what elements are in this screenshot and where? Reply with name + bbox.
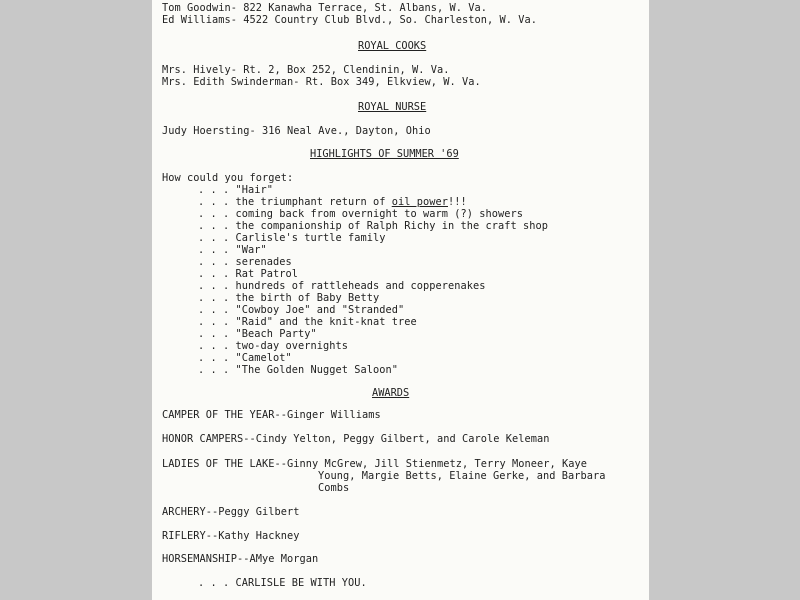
highlight-item-oil-power: [198, 196, 467, 208]
royal-cooks-heading: ROYAL COOKS: [358, 40, 427, 52]
highlight-item-text: . . . the triumphant return of: [198, 196, 392, 208]
contact-line-1: Tom Goodwin- 822 Kanawha Terrace, St. Albans, W. Va.: [162, 2, 487, 14]
highlight-item: . . . "War": [198, 244, 267, 256]
highlight-item: . . . "Beach Party": [198, 328, 317, 340]
highlight-item: . . . "Hair": [198, 184, 273, 196]
award-ladies-of-lake-line2: Young, Margie Betts, Elaine Gerke, and Barbara: [318, 470, 606, 482]
highlight-item: . . . the companionship of Ralph Richy in the craft shop: [198, 220, 548, 232]
highlight-item: . . . "Raid" and the knit-knat tree: [198, 316, 417, 328]
contact-line-2: Ed Williams- 4522 Country Club Blvd., So. Charleston, W. Va.: [162, 14, 537, 26]
highlight-item: . . . the birth of Baby Betty: [198, 292, 380, 304]
award-horsemanship: HORSEMANSHIP--AMye Morgan: [162, 553, 319, 565]
highlight-item: . . . serenades: [198, 256, 292, 268]
highlight-item: . . . "Camelot": [198, 352, 292, 364]
cook-entry-1: Mrs. Hively- Rt. 2, Box 252, Clendinin, W. Va.: [162, 64, 450, 76]
nurse-entry-1: Judy Hoersting- 316 Neal Ave., Dayton, Ohio: [162, 125, 431, 137]
highlight-item: . . . "The Golden Nugget Saloon": [198, 364, 398, 376]
award-honor-campers: HONOR CAMPERS--Cindy Yelton, Peggy Gilbert, and Carole Keleman: [162, 433, 550, 445]
award-ladies-of-lake-line1: LADIES OF THE LAKE--Ginny McGrew, Jill Stienmetz, Terry Moneer, Kaye: [162, 458, 587, 470]
highlights-heading: HIGHLIGHTS OF SUMMER '69: [310, 148, 459, 160]
award-riflery: RIFLERY--Kathy Hackney: [162, 530, 300, 542]
document-page: [152, 0, 649, 600]
award-ladies-of-lake-line3: Combs: [318, 482, 350, 494]
oil-power-text: oil power: [391, 196, 448, 208]
closing-line: . . . CARLISLE BE WITH YOU.: [198, 577, 367, 589]
highlight-item: . . . hundreds of rattleheads and copperenakes: [198, 280, 486, 292]
highlight-item: . . . Carlisle's turtle family: [198, 232, 386, 244]
highlight-item: . . . two-day overnights: [198, 340, 348, 352]
cook-entry-2: Mrs. Edith Swinderman- Rt. Box 349, Elkview, W. Va.: [162, 76, 481, 88]
highlight-item: . . . coming back from overnight to warm (?) showers: [198, 208, 523, 220]
oil-power-suffix: !!!: [447, 196, 467, 208]
award-archery: ARCHERY--Peggy Gilbert: [162, 506, 300, 518]
highlight-item: . . . "Cowboy Joe" and "Stranded": [198, 304, 405, 316]
highlights-intro: How could you forget:: [162, 172, 294, 184]
highlight-item: . . . Rat Patrol: [198, 268, 298, 280]
awards-heading: AWARDS: [372, 387, 410, 399]
award-camper-of-year: CAMPER OF THE YEAR--Ginger Williams: [162, 409, 381, 421]
royal-nurse-heading: ROYAL NURSE: [358, 101, 427, 113]
